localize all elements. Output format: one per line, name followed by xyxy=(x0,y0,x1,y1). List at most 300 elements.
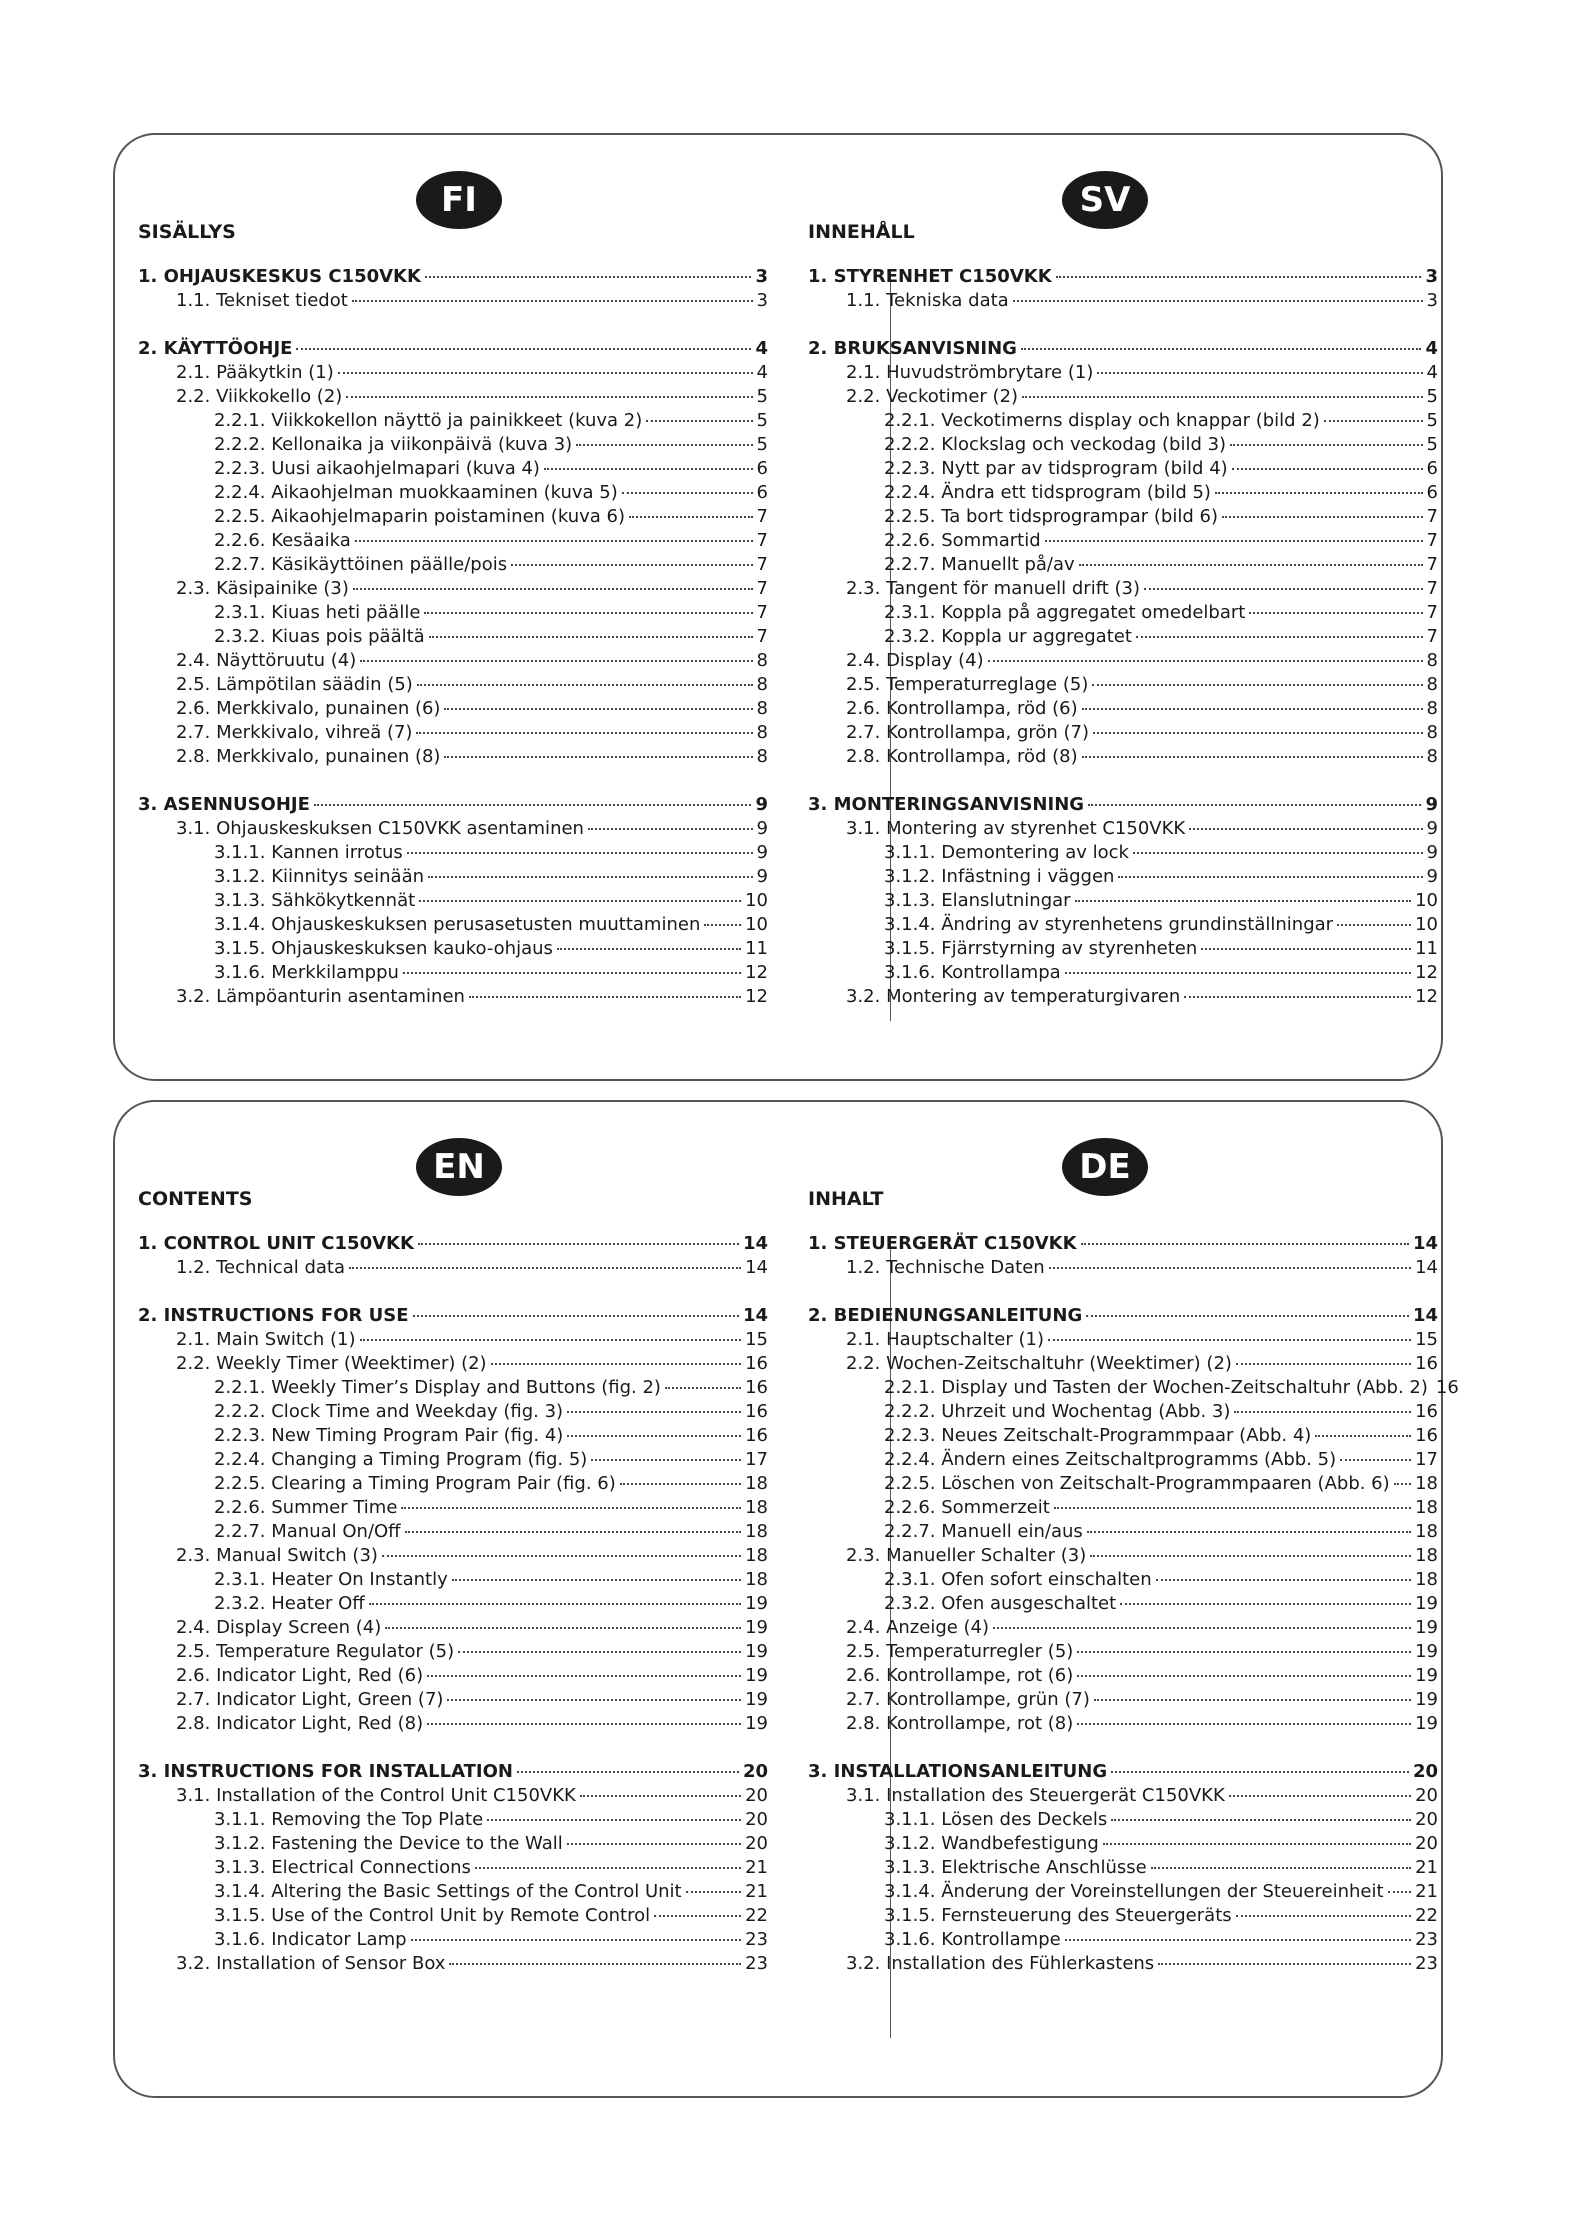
toc-entry-page: 14 xyxy=(1412,1305,1438,1326)
toc-entry-title: 2.5. Lämpötilan säädin (5) xyxy=(176,674,413,695)
dot-leader xyxy=(629,516,753,518)
toc-entry xyxy=(138,361,768,385)
toc-entry xyxy=(808,289,1438,313)
toc-entry-page: 23 xyxy=(1415,1953,1438,1974)
toc-entry xyxy=(808,913,1438,937)
dot-leader xyxy=(403,972,741,974)
toc-entry xyxy=(808,1592,1438,1616)
toc-entry xyxy=(808,673,1438,697)
toc-entry-page: 17 xyxy=(745,1449,768,1470)
toc-entry xyxy=(808,1520,1438,1544)
dot-leader xyxy=(355,540,753,542)
toc-entry-page: 5 xyxy=(756,386,768,407)
toc-list xyxy=(138,1232,768,1976)
toc-entry-page: 20 xyxy=(745,1809,768,1830)
toc-entry-page: 9 xyxy=(756,818,768,839)
toc-entry xyxy=(138,1712,768,1736)
toc-entry-page: 22 xyxy=(745,1905,768,1926)
toc-entry-title: 3.1. Ohjauskeskuksen C150VKK asentaminen xyxy=(176,818,584,839)
toc-entry-page: 23 xyxy=(1415,1929,1438,1950)
toc-entry-page: 21 xyxy=(745,1857,768,1878)
toc-entry-title: 2.3.1. Heater On Instantly xyxy=(214,1569,448,1590)
toc-entry xyxy=(808,721,1438,745)
toc-entry xyxy=(808,1952,1438,1976)
toc-entry xyxy=(808,1496,1438,1520)
toc-entry-page: 7 xyxy=(1426,554,1438,575)
toc-entry-title: 2.5. Temperaturreglage (5) xyxy=(846,674,1089,695)
dot-leader xyxy=(424,612,752,614)
dot-leader xyxy=(1111,1819,1411,1821)
dot-leader xyxy=(360,660,752,662)
toc-entry xyxy=(138,865,768,889)
toc-entry-title: 2.2.3. Uusi aikaohjelmapari (kuva 4) xyxy=(214,458,540,479)
toc-section-fi xyxy=(138,135,768,1079)
toc-entry-page: 21 xyxy=(1415,1857,1438,1878)
toc-entry xyxy=(138,889,768,913)
toc-entry xyxy=(138,913,768,937)
toc-entry-title: 2.3.2. Heater Off xyxy=(214,1593,365,1614)
toc-list xyxy=(808,265,1438,1009)
toc-entry xyxy=(138,1808,768,1832)
toc-entry-title: 2.1. Main Switch (1) xyxy=(176,1329,356,1350)
toc-entry-page: 6 xyxy=(1426,482,1438,503)
toc-entry xyxy=(138,1904,768,1928)
toc-entry-page: 16 xyxy=(745,1425,768,1446)
toc-entry-title: 3.1. Installation of the Control Unit C150VKK xyxy=(176,1785,576,1806)
toc-entry-page: 19 xyxy=(745,1617,768,1638)
toc-entry-page: 7 xyxy=(756,554,768,575)
toc-entry-page: 4 xyxy=(755,338,768,359)
toc-entry-title: 2.2.6. Summer Time xyxy=(214,1497,398,1518)
toc-entry-title: 2.2.1. Display und Tasten der Wochen-Zeitschaltuhr (Abb. 2) xyxy=(884,1377,1428,1398)
toc-entry-page: 6 xyxy=(1426,458,1438,479)
toc-entry-title: 3.1.2. Wandbefestigung xyxy=(884,1833,1099,1854)
dot-leader xyxy=(1092,684,1422,686)
toc-entry xyxy=(808,457,1438,481)
toc-entry xyxy=(138,529,768,553)
toc-entry xyxy=(138,1688,768,1712)
toc-entry-page: 7 xyxy=(756,506,768,527)
toc-entry xyxy=(808,505,1438,529)
toc-entry-title: 2.3. Manual Switch (3) xyxy=(176,1545,378,1566)
toc-entry-page: 16 xyxy=(1435,1377,1459,1398)
dot-leader xyxy=(346,396,752,398)
dot-leader xyxy=(1079,564,1423,566)
toc-entry-page: 7 xyxy=(756,602,768,623)
toc-entry-page: 18 xyxy=(745,1569,768,1590)
toc-entry-title: 3.1.6. Merkkilamppu xyxy=(214,962,399,983)
toc-entry-page: 14 xyxy=(742,1233,768,1254)
toc-entry-page: 10 xyxy=(1415,914,1438,935)
dot-leader xyxy=(1337,924,1411,926)
toc-entry-page: 7 xyxy=(1426,506,1438,527)
toc-entry-title: 2.2.6. Kesäaika xyxy=(214,530,351,551)
toc-entry-page: 6 xyxy=(756,458,768,479)
toc-entry-title: 3.2. Lämpöanturin asentaminen xyxy=(176,986,465,1007)
toc-entry-title: 2.2.3. New Timing Program Pair (fig. 4) xyxy=(214,1425,564,1446)
toc-entry-page: 15 xyxy=(1415,1329,1438,1350)
toc-entry-title: 3.1.1. Demontering av lock xyxy=(884,842,1129,863)
dot-leader xyxy=(544,468,753,470)
toc-entry xyxy=(138,697,768,721)
toc-entry-title: 2.2.4. Ändern eines Zeitschaltprogramms (Abb. 5) xyxy=(884,1449,1337,1470)
dot-leader xyxy=(447,1699,741,1701)
dot-leader xyxy=(1144,588,1423,590)
toc-entry-title: 3.1.2. Kiinnitys seinään xyxy=(214,866,425,887)
toc-entry-page: 7 xyxy=(1426,578,1438,599)
toc-entry-page: 8 xyxy=(1426,674,1438,695)
toc-entry-title: 1.2. Technical data xyxy=(176,1257,345,1278)
toc-entry-title: 2.4. Display Screen (4) xyxy=(176,1617,382,1638)
toc-entry-page: 19 xyxy=(1415,1617,1438,1638)
dot-leader xyxy=(1048,1339,1411,1341)
toc-entry-page: 18 xyxy=(1415,1521,1438,1542)
toc-entry xyxy=(808,1688,1438,1712)
toc-entry xyxy=(808,889,1438,913)
toc-entry-page: 5 xyxy=(1426,410,1438,431)
toc-entry-title: 3.2. Installation of Sensor Box xyxy=(176,1953,446,1974)
dot-leader xyxy=(1120,1603,1411,1605)
dot-leader xyxy=(567,1843,741,1845)
dot-leader xyxy=(449,1963,741,1965)
toc-entry xyxy=(138,793,768,817)
toc-entry-page: 20 xyxy=(742,1761,768,1782)
toc-entry-title: 2.2.2. Uhrzeit und Wochentag (Abb. 3) xyxy=(884,1401,1231,1422)
toc-entry-title: 3.1.1. Lösen des Deckels xyxy=(884,1809,1108,1830)
toc-entry-page: 9 xyxy=(756,842,768,863)
toc-entry-page: 12 xyxy=(745,986,768,1007)
toc-entry-title: 2.4. Display (4) xyxy=(846,650,984,671)
toc-entry xyxy=(138,505,768,529)
toc-entry-title: 2.2. Weekly Timer (Weektimer) (2) xyxy=(176,1353,487,1374)
dot-leader xyxy=(452,1579,741,1581)
toc-entry xyxy=(138,1448,768,1472)
dot-leader xyxy=(338,372,753,374)
toc-entry-title: 2.2. Wochen-Zeitschaltuhr (Weektimer) (2) xyxy=(846,1353,1232,1374)
toc-entry-page: 7 xyxy=(1426,626,1438,647)
toc-entry-title: 2.2.7. Manuellt på/av xyxy=(884,554,1075,575)
toc-entry-page: 19 xyxy=(745,1689,768,1710)
toc-entry xyxy=(808,553,1438,577)
toc-entry-title: 3.1.4. Ändring av styrenhetens grundinställningar xyxy=(884,914,1334,935)
toc-entry-page: 20 xyxy=(745,1785,768,1806)
toc-entry xyxy=(138,1304,768,1328)
dot-leader xyxy=(686,1891,741,1893)
toc-entry-page: 3 xyxy=(1425,266,1438,287)
dot-leader xyxy=(419,900,741,902)
dot-leader xyxy=(428,876,753,878)
toc-heading: SISÄLLYS xyxy=(138,221,236,243)
toc-entry xyxy=(138,1856,768,1880)
toc-entry xyxy=(138,577,768,601)
toc-entry xyxy=(808,1448,1438,1472)
toc-entry-page: 9 xyxy=(1426,866,1438,887)
toc-entry-title: 2.2.4. Ändra ett tidsprogram (bild 5) xyxy=(884,482,1211,503)
toc-entry-title: 2.2.7. Manual On/Off xyxy=(214,1521,401,1542)
dot-leader xyxy=(429,636,753,638)
toc-entry-page: 20 xyxy=(1415,1785,1438,1806)
toc-entry xyxy=(808,265,1438,289)
dot-leader xyxy=(1234,1411,1411,1413)
dot-leader xyxy=(1324,420,1423,422)
toc-entry-title: 2.2. Veckotimer (2) xyxy=(846,386,1019,407)
toc-entry-title: 2.7. Merkkivalo, vihreä (7) xyxy=(176,722,413,743)
dot-leader xyxy=(580,1795,741,1797)
toc-entry xyxy=(138,937,768,961)
toc-entry xyxy=(808,1712,1438,1736)
dot-leader xyxy=(425,276,752,278)
toc-section-de xyxy=(808,1102,1459,2096)
dot-leader xyxy=(1056,276,1422,278)
toc-entry xyxy=(808,625,1438,649)
dot-leader xyxy=(704,924,741,926)
dot-leader xyxy=(654,1915,741,1917)
toc-entry-page: 8 xyxy=(1426,746,1438,767)
dot-leader xyxy=(427,1723,741,1725)
toc-entry xyxy=(138,1232,768,1256)
toc-entry-page: 18 xyxy=(1415,1473,1438,1494)
toc-entry-page: 18 xyxy=(1415,1545,1438,1566)
toc-entry xyxy=(808,577,1438,601)
toc-entry-page: 5 xyxy=(756,434,768,455)
toc-entry xyxy=(808,865,1438,889)
dot-leader xyxy=(1111,1771,1409,1773)
toc-entry-title: 2.5. Temperature Regulator (5) xyxy=(176,1641,455,1662)
toc-entry-page: 12 xyxy=(1415,986,1438,1007)
dot-leader xyxy=(1086,1315,1409,1317)
toc-entry-title: 2.3.2. Koppla ur aggregatet xyxy=(884,626,1132,647)
dot-leader xyxy=(360,1339,742,1341)
toc-entry-title: 1.2. Technische Daten xyxy=(846,1257,1045,1278)
toc-entry xyxy=(808,1400,1438,1424)
toc-entry xyxy=(138,1256,768,1280)
toc-entry xyxy=(138,1592,768,1616)
dot-leader xyxy=(1082,708,1423,710)
toc-heading: INHALT xyxy=(808,1188,884,1210)
toc-entry-title: 2.2.2. Klockslag och veckodag (bild 3) xyxy=(884,434,1227,455)
toc-entry xyxy=(138,265,768,289)
toc-entry-title: 2. INSTRUCTIONS FOR USE xyxy=(138,1305,409,1326)
toc-entry xyxy=(138,1760,768,1784)
toc-entry-title: 2.2.4. Aikaohjelman muokkaaminen (kuva 5) xyxy=(214,482,618,503)
toc-entry-title: 2.7. Indicator Light, Green (7) xyxy=(176,1689,444,1710)
toc-entry xyxy=(138,289,768,313)
toc-entry-title: 3.1.3. Sähkökytkennät xyxy=(214,890,416,911)
toc-entry xyxy=(138,1424,768,1448)
toc-entry xyxy=(138,1352,768,1376)
toc-entry-page: 8 xyxy=(1426,722,1438,743)
toc-panel-en-de xyxy=(113,1100,1459,2098)
toc-entry-title: 3.1.6. Kontrollampe xyxy=(884,1929,1061,1950)
toc-entry-title: 2.2.2. Clock Time and Weekday (fig. 3) xyxy=(214,1401,564,1422)
toc-entry-page: 8 xyxy=(756,722,768,743)
toc-entry-page: 7 xyxy=(756,578,768,599)
dot-leader xyxy=(622,492,753,494)
toc-entry-title: 2.3.1. Koppla på aggregatet omedelbart xyxy=(884,602,1246,623)
toc-entry-title: 2.2.7. Käsikäyttöinen päälle/pois xyxy=(214,554,508,575)
toc-entry xyxy=(138,1472,768,1496)
toc-entry xyxy=(808,1832,1438,1856)
dot-leader xyxy=(1340,1459,1411,1461)
toc-entry xyxy=(808,1640,1438,1664)
dot-leader xyxy=(444,708,752,710)
dot-leader xyxy=(1236,1363,1411,1365)
toc-entry-title: 2.2.3. Neues Zeitschalt-Programmpaar (Abb. 4) xyxy=(884,1425,1312,1446)
toc-entry-title: 3.1.3. Elanslutningar xyxy=(884,890,1071,911)
toc-entry-title: 2.6. Kontrollampa, röd (6) xyxy=(846,698,1078,719)
toc-entry xyxy=(138,1832,768,1856)
toc-entry-title: 2.2.1. Veckotimerns display och knappar (bild 2) xyxy=(884,410,1320,431)
toc-entry xyxy=(808,601,1438,625)
toc-entry xyxy=(808,409,1438,433)
toc-entry xyxy=(138,1568,768,1592)
dot-leader xyxy=(314,804,752,806)
toc-entry-title: 1.1. Tekniset tiedot xyxy=(176,290,348,311)
toc-entry-title: 2.7. Kontrollampe, grün (7) xyxy=(846,1689,1090,1710)
toc-entry-title: 3.1.3. Electrical Connections xyxy=(214,1857,471,1878)
dot-leader xyxy=(665,1387,741,1389)
toc-entry xyxy=(138,1376,768,1400)
dot-leader xyxy=(576,444,752,446)
dot-leader xyxy=(588,828,753,830)
dot-leader xyxy=(1021,348,1422,350)
dot-leader xyxy=(1184,996,1411,998)
dot-leader xyxy=(458,1651,741,1653)
toc-entry xyxy=(808,433,1438,457)
toc-entry-title: 2.8. Indicator Light, Red (8) xyxy=(176,1713,424,1734)
toc-entry-page: 20 xyxy=(1415,1833,1438,1854)
toc-entry-title: 1.1. Tekniska data xyxy=(846,290,1009,311)
toc-entry-page: 19 xyxy=(1415,1713,1438,1734)
toc-entry-title: 2.3.1. Kiuas heti päälle xyxy=(214,602,421,623)
toc-entry-title: 2. BRUKSANVISNING xyxy=(808,338,1017,359)
toc-entry-page: 17 xyxy=(1415,1449,1438,1470)
dot-leader xyxy=(407,852,753,854)
toc-entry-page: 12 xyxy=(1415,962,1438,983)
toc-entry xyxy=(808,361,1438,385)
dot-leader xyxy=(567,1411,741,1413)
toc-entry-page: 18 xyxy=(745,1545,768,1566)
toc-entry-page: 16 xyxy=(745,1353,768,1374)
toc-entry xyxy=(808,817,1438,841)
dot-leader xyxy=(1087,1531,1411,1533)
toc-entry-title: 2.6. Indicator Light, Red (6) xyxy=(176,1665,424,1686)
dot-leader xyxy=(1049,1267,1411,1269)
toc-entry-page: 19 xyxy=(1415,1641,1438,1662)
toc-entry xyxy=(138,1400,768,1424)
dot-leader xyxy=(411,1939,742,1941)
toc-entry-page: 19 xyxy=(745,1713,768,1734)
toc-entry-page: 9 xyxy=(1426,818,1438,839)
toc-entry-page: 14 xyxy=(745,1257,768,1278)
toc-entry xyxy=(138,1496,768,1520)
toc-entry xyxy=(138,1928,768,1952)
dot-leader xyxy=(1082,756,1423,758)
toc-entry xyxy=(808,385,1438,409)
toc-entry-title: 3.2. Installation des Fühlerkastens xyxy=(846,1953,1155,1974)
dot-leader xyxy=(1315,1435,1411,1437)
toc-entry xyxy=(808,1472,1438,1496)
toc-entry-title: 3.1.5. Ohjauskeskuksen kauko-ohjaus xyxy=(214,938,553,959)
toc-entry-title: 2.5. Temperaturregler (5) xyxy=(846,1641,1074,1662)
dot-leader xyxy=(591,1459,741,1461)
toc-entry xyxy=(808,1928,1438,1952)
dot-leader xyxy=(427,1675,741,1677)
dot-leader xyxy=(418,1243,739,1245)
dot-leader xyxy=(517,1771,739,1773)
toc-entry xyxy=(808,1616,1438,1640)
toc-entry-page: 18 xyxy=(1415,1569,1438,1590)
toc-entry-page: 3 xyxy=(1426,290,1438,311)
toc-entry-page: 22 xyxy=(1415,1905,1438,1926)
toc-entry-page: 9 xyxy=(1425,794,1438,815)
toc-entry xyxy=(808,529,1438,553)
toc-entry-page: 10 xyxy=(1415,890,1438,911)
toc-entry xyxy=(808,1808,1438,1832)
dot-leader xyxy=(1229,1795,1411,1797)
toc-entry xyxy=(808,1376,1459,1400)
toc-entry-page: 19 xyxy=(745,1641,768,1662)
toc-entry xyxy=(808,841,1438,865)
toc-entry-title: 3.1.5. Use of the Control Unit by Remote Control xyxy=(214,1905,651,1926)
toc-entry-title: 2.3. Tangent för manuell drift (3) xyxy=(846,578,1140,599)
dot-leader xyxy=(1045,540,1423,542)
toc-entry xyxy=(138,385,768,409)
dot-leader xyxy=(1065,972,1411,974)
toc-entry xyxy=(808,937,1438,961)
dot-leader xyxy=(1230,444,1422,446)
toc-entry-page: 19 xyxy=(745,1665,768,1686)
dot-leader xyxy=(620,1483,741,1485)
toc-entry xyxy=(138,745,768,769)
toc-entry-page: 5 xyxy=(1426,434,1438,455)
toc-entry-page: 4 xyxy=(756,362,768,383)
dot-leader xyxy=(1022,396,1423,398)
toc-entry-page: 19 xyxy=(1415,1665,1438,1686)
toc-entry-title: 2.2.1. Viikkokellon näyttö ja painikkeet (kuva 2) xyxy=(214,410,643,431)
dot-leader xyxy=(405,1531,742,1533)
toc-entry-title: 3.1.1. Removing the Top Plate xyxy=(214,1809,484,1830)
toc-entry xyxy=(138,433,768,457)
toc-entry-page: 4 xyxy=(1426,362,1438,383)
toc-entry-title: 2.3.1. Ofen sofort einschalten xyxy=(884,1569,1152,1590)
dot-leader xyxy=(1093,732,1423,734)
toc-entry-title: 3.1.1. Kannen irrotus xyxy=(214,842,403,863)
toc-entry-page: 16 xyxy=(1415,1401,1438,1422)
toc-entry-page: 5 xyxy=(756,410,768,431)
dot-leader xyxy=(1090,1555,1411,1557)
toc-entry xyxy=(808,1328,1438,1352)
toc-entry-title: 2. KÄYTTÖOHJE xyxy=(138,338,293,359)
toc-entry xyxy=(138,1664,768,1688)
dot-leader xyxy=(511,564,752,566)
dot-leader xyxy=(1077,1723,1411,1725)
dot-leader xyxy=(1118,876,1422,878)
dot-leader xyxy=(475,1867,741,1869)
toc-entry xyxy=(808,745,1438,769)
toc-entry-title: 3. ASENNUSOHJE xyxy=(138,794,310,815)
toc-entry-page: 3 xyxy=(756,290,768,311)
toc-entry-page: 20 xyxy=(745,1833,768,1854)
toc-entry-title: 2.8. Kontrollampa, röd (8) xyxy=(846,746,1078,767)
toc-entry xyxy=(138,1952,768,1976)
toc-entry xyxy=(138,721,768,745)
language-badge: EN xyxy=(416,1138,502,1196)
toc-entry-title: 3.1.5. Fernsteuerung des Steuergeräts xyxy=(884,1905,1232,1926)
toc-list xyxy=(138,265,768,1009)
toc-entry-title: 2.1. Pääkytkin (1) xyxy=(176,362,334,383)
toc-entry xyxy=(138,457,768,481)
